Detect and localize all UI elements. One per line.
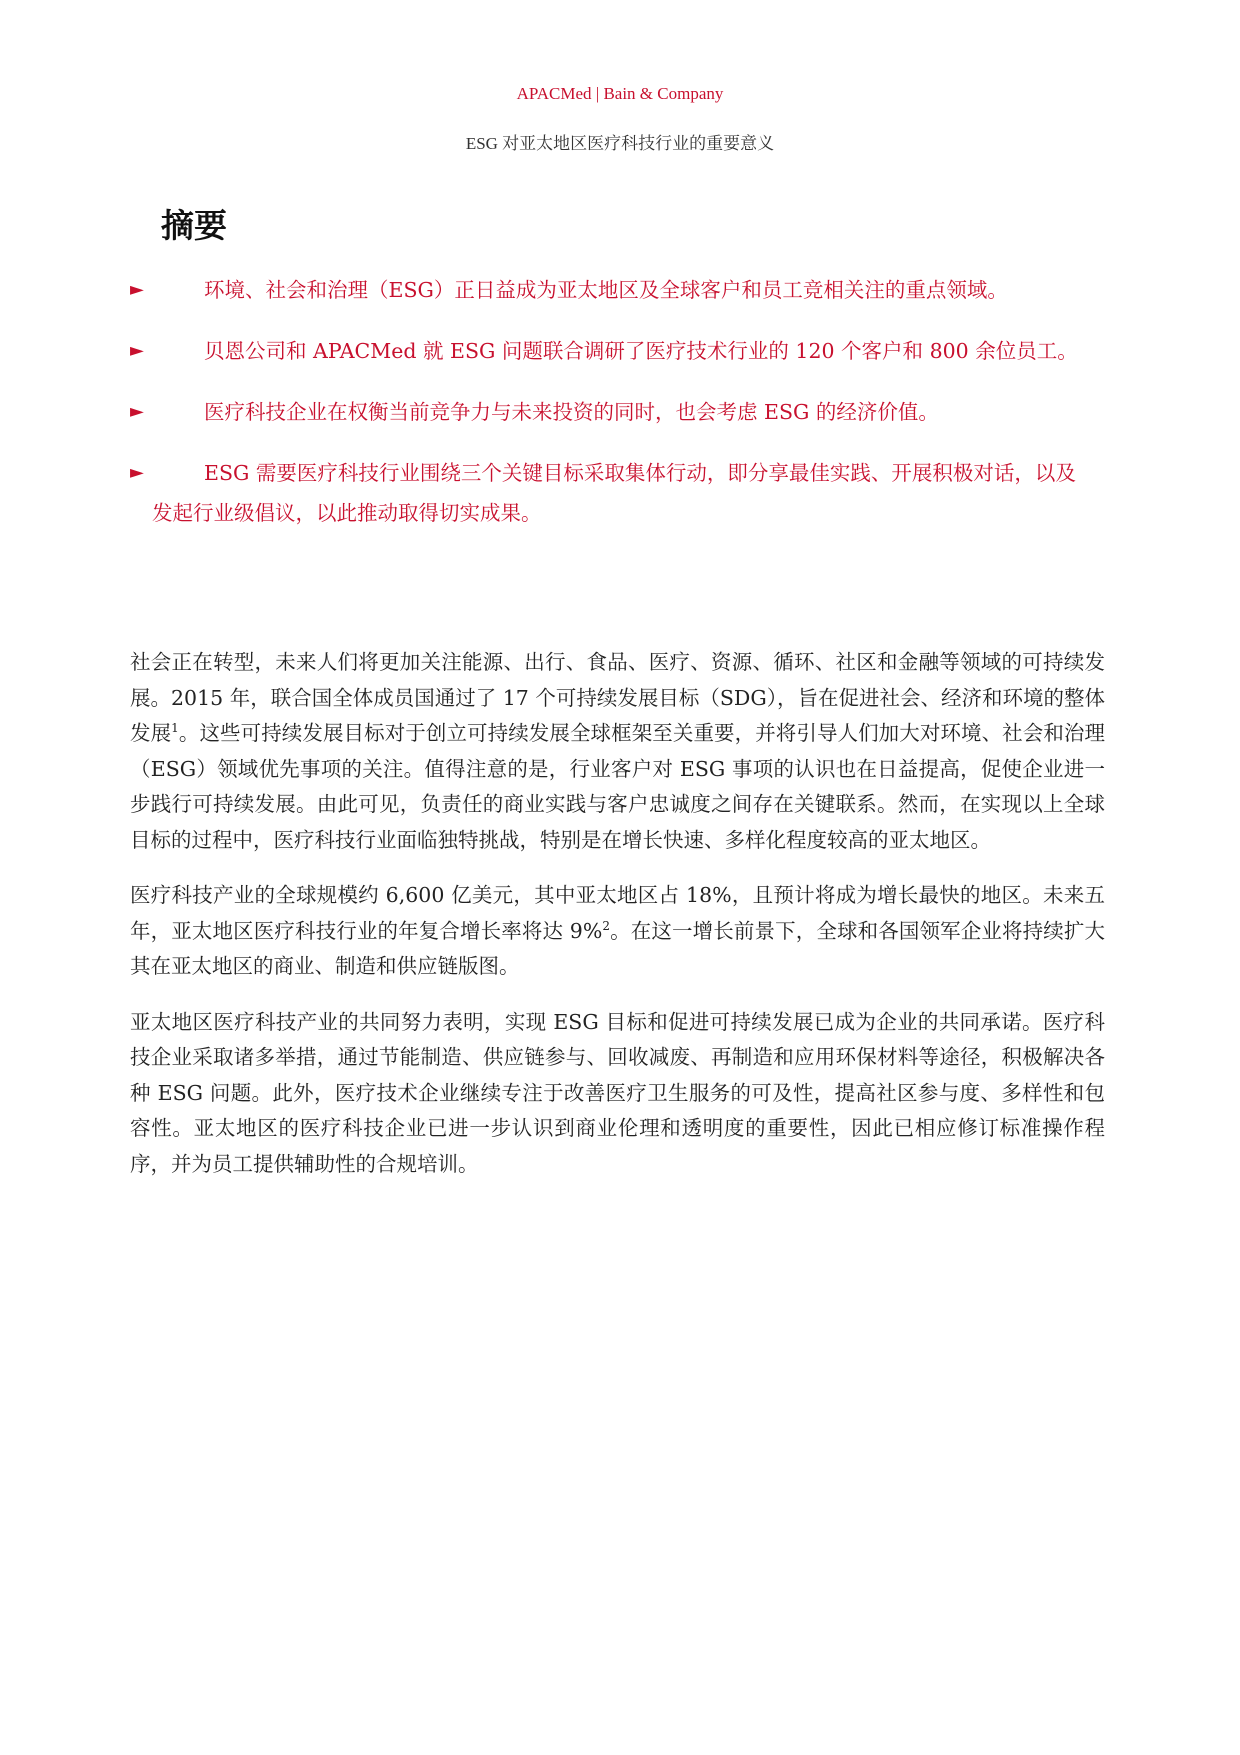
summary-bullet-text: 医疗科技企业在权衡当前竞争力与未来投资的同时，也会考虑 ESG 的经济价值。 bbox=[204, 400, 939, 424]
triangle-bullet-icon: ► bbox=[130, 462, 144, 483]
body-paragraph-1-part-b: 。这些可持续发展目标对于创立可持续发展全球框架至关重要，并将引导人们加大对环境、社会和治理（ESG）领域优先事项的关注。值得注意的是，行业客户对 ESG 事项的认识也在日益提高，促使企业进一步践行可持续发展。由此可见，负责任的商业实践与客户忠诚度之间存在关键联系。然而，在实现以上全球目标的过程中，医疗科技行业面临独特挑战，特别是在增长快速、多样化程度较高的亚太地区。 bbox=[130, 721, 1106, 852]
summary-bullet-list bbox=[130, 270, 1090, 554]
footnote-ref-1[interactable]: 1 bbox=[171, 721, 179, 736]
body-paragraph-2-part-a: 医疗科技产业的全球规模约 6,600 亿美元，其中亚太地区占 18%，且预计将成为增长最快的地区。未来五年，亚太地区医疗科技行业的年复合增长率将达 9% bbox=[130, 883, 1105, 943]
body-paragraph-1 bbox=[130, 645, 1105, 858]
body-paragraph-1-part-a: 社会正在转型，未来人们将更加关注能源、出行、食品、医疗、资源、循环、社区和金融等领域的可持续发展。2015 年，联合国全体成员国通过了 17 个可持续发展目标（SDG），旨在促进社会、经济和环境的整体发展 bbox=[130, 650, 1105, 745]
header-brand: APACMed | Bain & Company bbox=[516, 84, 724, 103]
summary-bullet bbox=[130, 392, 1090, 432]
triangle-bullet-icon: ► bbox=[130, 279, 144, 300]
triangle-bullet-icon: ► bbox=[130, 401, 144, 422]
summary-bullet bbox=[130, 270, 1090, 310]
summary-bullet-text: 环境、社会和治理（ESG）正日益成为亚太地区及全球客户和员工竞相关注的重点领域。 bbox=[204, 278, 1008, 302]
body-paragraph-2-part-b: 。在这一增长前景下，全球和各国领军企业将持续扩大其在亚太地区的商业、制造和供应链版图。 bbox=[130, 918, 1105, 978]
footnote-ref-2[interactable]: 2 bbox=[602, 918, 610, 933]
body-paragraph-3: 亚太地区医疗科技产业的共同努力表明，实现 ESG 目标和促进可持续发展已成为企业的共同承诺。医疗科技企业采取诸多举措，通过节能制造、供应链参与、回收减废、再制造和应用环保材料等途径，积极解决各种 ESG 问题。此外，医疗技术企业继续专注于改善医疗卫生服务的可及性，提高社区参与度、多样性和包容性。亚太地区的医疗科技企业已进一步认识到商业伦理和透明度的重要性，因此已相应修订标准操作程序，并为员工提供辅助性的合规培训。 bbox=[130, 1009, 1105, 1176]
header-subtitle: ESG 对亚太地区医疗科技行业的重要意义 bbox=[465, 134, 775, 153]
body-text bbox=[130, 645, 1105, 1202]
summary-bullet bbox=[130, 453, 1090, 533]
triangle-bullet-icon: ► bbox=[130, 340, 144, 361]
summary-bullet-text: 贝恩公司和 APACMed 就 ESG 问题联合调研了医疗技术行业的 120 个客户和 800 余位员工。 bbox=[204, 339, 1078, 363]
summary-bullet-text: ESG 需要医疗科技行业围绕三个关键目标采取集体行动，即分享最佳实践、开展积极对话，以及发起行业级倡议，以此推动取得切实成果。 bbox=[152, 461, 1076, 525]
summary-title: 摘要 bbox=[161, 206, 227, 245]
body-paragraph-2 bbox=[130, 878, 1105, 985]
summary-bullet bbox=[130, 331, 1090, 371]
